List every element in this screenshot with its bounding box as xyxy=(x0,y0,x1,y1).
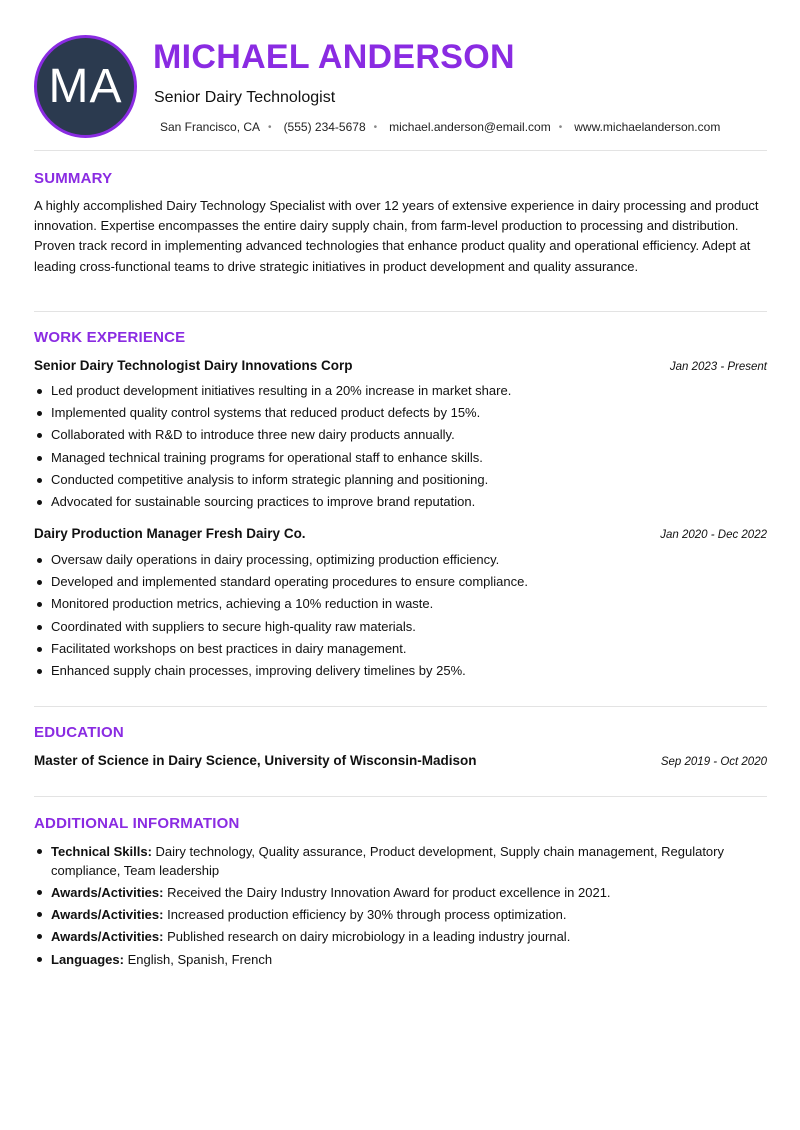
contact-info xyxy=(160,120,720,134)
list-item: Facilitated workshops on best practices in dairy management. xyxy=(34,638,767,660)
separator-dot: • xyxy=(558,121,563,133)
job-title: Senior Dairy Technologist Dairy Innovations Corp xyxy=(34,358,353,373)
education-heading: EDUCATION xyxy=(34,724,124,741)
list-item: Advocated for sustainable sourcing practices to improve brand reputation. xyxy=(34,491,767,513)
item-text: Published research on dairy microbiology in a leading industry journal. xyxy=(163,929,571,944)
list-item xyxy=(34,950,767,969)
degree: Master of Science in Dairy Science, University of Wisconsin-Madison xyxy=(34,753,477,768)
contact-email[interactable]: michael.anderson@email.com xyxy=(389,120,551,134)
job-title: Dairy Production Manager Fresh Dairy Co. xyxy=(34,526,306,541)
candidate-title: Senior Dairy Technologist xyxy=(154,89,336,106)
job-bullets xyxy=(34,380,767,513)
item-label: Technical Skills: xyxy=(51,844,152,859)
list-item xyxy=(34,842,767,880)
resume-header xyxy=(34,0,767,150)
separator-dot: • xyxy=(268,121,272,133)
contact-location: San Francisco, CA xyxy=(160,120,261,134)
list-item: Managed technical training programs for operational staff to enhance skills. xyxy=(34,447,767,469)
education-dates: Sep 2019 - Oct 2020 xyxy=(660,756,767,768)
job-bullets xyxy=(34,549,767,682)
divider xyxy=(34,311,767,312)
additional-info-list xyxy=(34,842,767,972)
list-item xyxy=(34,927,767,946)
item-text: English, Spanish, French xyxy=(123,952,273,967)
list-item xyxy=(34,905,767,924)
contact-phone: (555) 234-5678 xyxy=(283,120,366,134)
education-entry xyxy=(34,753,767,768)
list-item: Enhanced supply chain processes, improving delivery timelines by 25%. xyxy=(34,660,767,682)
item-text: Received the Dairy Industry Innovation Award for product excellence in 2021. xyxy=(163,885,611,900)
job-header xyxy=(34,526,767,541)
avatar-initials: MA xyxy=(48,60,123,113)
item-text: Increased production efficiency by 30% through process optimization. xyxy=(163,907,567,922)
divider xyxy=(34,706,767,707)
item-label: Awards/Activities: xyxy=(51,907,164,922)
resume-page xyxy=(34,0,767,967)
summary-heading: SUMMARY xyxy=(34,170,113,187)
job-header xyxy=(34,358,767,373)
item-label: Languages: xyxy=(51,952,124,967)
avatar xyxy=(34,35,137,138)
item-label: Awards/Activities: xyxy=(51,885,164,900)
separator-dot: • xyxy=(373,121,378,133)
divider xyxy=(34,150,767,151)
additional-info-heading: ADDITIONAL INFORMATION xyxy=(34,815,240,832)
list-item: Oversaw daily operations in dairy processing, optimizing production efficiency. xyxy=(34,549,767,571)
job-dates: Jan 2020 - Dec 2022 xyxy=(660,529,767,541)
candidate-name: MICHAEL ANDERSON xyxy=(153,38,515,76)
summary-text: A highly accomplished Dairy Technology Specialist with over 12 years of extensive experience in dairy processing and product innovation. Expertise encompasses the entire dairy supply chain, from farm-level production to processing and distribution. Proven track record in implementing advanced technologies that enhance product quality and operational efficiency. Adept at leading cross-functional teams to drive strategic initiatives in product development and quality assurance. xyxy=(34,198,759,274)
list-item xyxy=(34,883,767,902)
item-text: Dairy technology, Quality assurance, Product development, Supply chain management, Regulatory compliance, Team leadership xyxy=(51,844,724,878)
list-item: Led product development initiatives resulting in a 20% increase in market share. xyxy=(34,380,767,402)
list-item: Collaborated with R&D to introduce three new dairy products annually. xyxy=(34,424,767,446)
list-item: Implemented quality control systems that reduced product defects by 15%. xyxy=(34,402,767,424)
item-label: Awards/Activities: xyxy=(51,929,164,944)
list-item: Coordinated with suppliers to secure high-quality raw materials. xyxy=(34,616,767,638)
job-dates: Jan 2023 - Present xyxy=(669,361,767,373)
work-experience-heading: WORK EXPERIENCE xyxy=(34,329,186,346)
contact-website[interactable]: www.michaelanderson.com xyxy=(574,120,721,134)
list-item: Developed and implemented standard operating procedures to ensure compliance. xyxy=(34,571,767,593)
list-item: Conducted competitive analysis to inform strategic planning and positioning. xyxy=(34,469,767,491)
divider xyxy=(34,796,767,797)
list-item: Monitored production metrics, achieving a 10% reduction in waste. xyxy=(34,593,767,615)
